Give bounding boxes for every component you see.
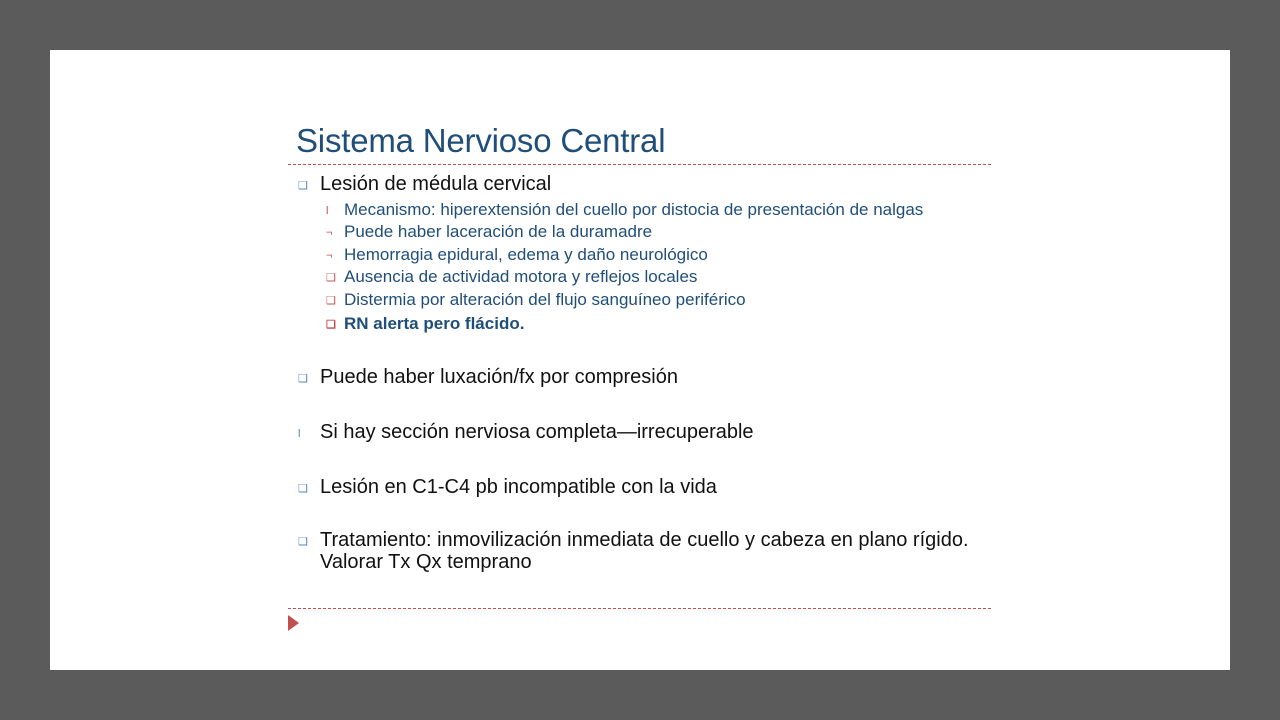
sub-bullet-text: RN alerta pero flácido. (344, 314, 525, 333)
bullet-item (298, 476, 717, 498)
sub-bullet-item (326, 222, 653, 242)
bullet-item (298, 421, 754, 443)
bullet-marker-icon: ❑ (298, 180, 308, 192)
sub-bullet-item (326, 267, 698, 287)
title-divider (288, 164, 991, 165)
footer-divider (288, 608, 991, 609)
play-triangle-icon (288, 615, 299, 631)
sub-bullet-item (326, 245, 708, 265)
sub-bullet-marker-icon: l (326, 205, 329, 217)
bullet-text: Si hay sección nerviosa completa—irrecuperable (320, 421, 754, 443)
sub-bullet-item (326, 314, 525, 334)
bullet-item (298, 366, 678, 388)
bullet-text: Tratamiento: inmovilización inmediata de cuello y cabeza en plano rígido. Valorar Tx Qx temprano (320, 529, 969, 573)
sub-bullet-marker-icon: ❑ (326, 319, 336, 331)
bullet-marker-icon: ❑ (298, 483, 308, 495)
slide-title: Sistema Nervioso Central (296, 122, 666, 159)
sub-bullet-text: Mecanismo: hiperextensión del cuello por distocia de presentación de nalgas (344, 200, 924, 219)
bullet-text: Lesión de médula cervical (320, 173, 552, 195)
bullet-text: Puede haber luxación/fx por compresión (320, 366, 678, 388)
bullet-item (298, 173, 552, 195)
bullet-item (298, 529, 980, 573)
sub-bullet-marker-icon: ¬ (326, 227, 333, 239)
sub-bullet-text: Hemorragia epidural, edema y daño neurológico (344, 245, 708, 264)
sub-bullet-item (326, 200, 924, 220)
slide (50, 50, 1230, 670)
bullet-marker-icon: ❑ (298, 536, 308, 548)
sub-bullet-text: Distermia por alteración del flujo sanguíneo periférico (344, 290, 746, 309)
sub-bullet-marker-icon: ❑ (326, 272, 336, 284)
bullet-marker-icon: l (298, 428, 301, 440)
sub-bullet-text: Puede haber laceración de la duramadre (344, 222, 653, 241)
sub-bullet-marker-icon: ¬ (326, 250, 333, 262)
bullet-marker-icon: ❑ (298, 373, 308, 385)
sub-bullet-text: Ausencia de actividad motora y reflejos locales (344, 267, 698, 286)
sub-bullet-marker-icon: ❑ (326, 295, 336, 307)
sub-bullet-item (326, 290, 746, 310)
bullet-text: Lesión en C1-C4 pb incompatible con la vida (320, 476, 717, 498)
